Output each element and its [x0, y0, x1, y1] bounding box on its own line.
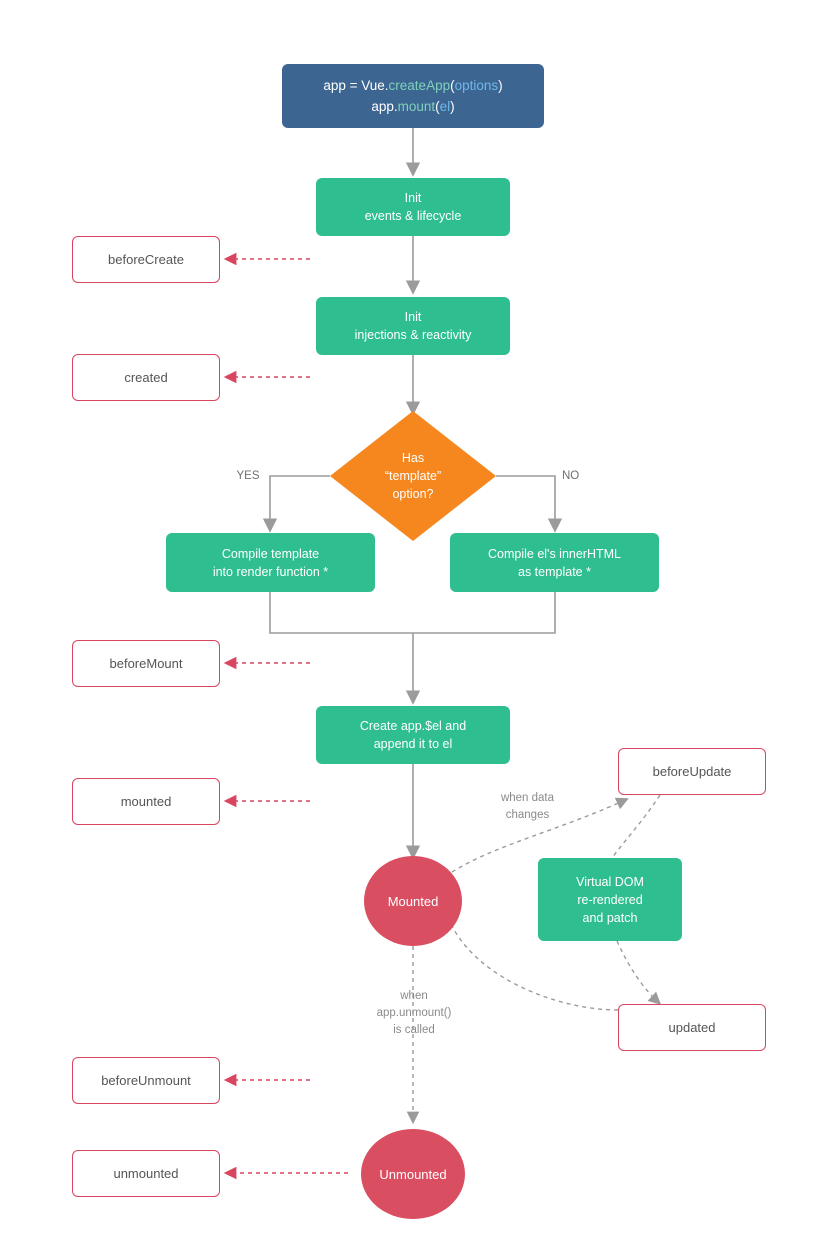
compile-template-line-2: into render function *: [212, 564, 329, 579]
init-injections-line-2: injections & reactivity: [354, 328, 472, 342]
init-events-line-1: Init: [404, 191, 422, 205]
hook-before-unmount-label: beforeUnmount: [101, 1073, 191, 1088]
when-data-changes-line-2: changes: [505, 809, 550, 821]
decision-yes-label: YES: [236, 470, 260, 482]
link-beforeUpdate-to-virtualdom: [612, 795, 660, 858]
hook-mounted-label: mounted: [120, 794, 172, 809]
arrow-virtualdom-to-updated: [617, 941, 658, 1002]
decision-no-label: NO: [562, 470, 580, 482]
unmount-line-3: is called: [393, 1024, 435, 1036]
unmount-line-2: app.unmount(): [376, 1007, 452, 1019]
state-unmounted: [361, 1129, 465, 1219]
node-init-events-lifecycle: [316, 178, 510, 236]
node-compile-innerhtml: [450, 533, 659, 592]
label-when-app-unmount-called: [338, 988, 490, 1039]
node-compile-template: [166, 533, 375, 592]
hook-before-mount: [72, 640, 220, 687]
state-unmounted-label: Unmounted: [379, 1166, 447, 1182]
hook-created: [72, 354, 220, 401]
hook-updated-label: updated: [668, 1020, 716, 1035]
state-mounted-label: Mounted: [387, 893, 439, 909]
decision-has-template-option: [330, 411, 496, 541]
hook-mounted: [72, 778, 220, 825]
init-injections-line-1: Init: [404, 310, 422, 324]
hook-before-unmount: [72, 1057, 220, 1104]
hook-created-label: created: [124, 370, 168, 385]
compile-template-line-1: Compile template: [221, 546, 320, 561]
compile-innerhtml-line-2: as template *: [518, 564, 591, 579]
when-data-changes-line-1: when data: [500, 792, 555, 804]
state-mounted: [364, 856, 462, 946]
arrow-decision-yes: [270, 476, 330, 528]
entry-node-create-app: [282, 64, 544, 128]
hook-before-create-label: beforeCreate: [108, 252, 184, 267]
hook-before-update: [618, 748, 766, 795]
decision-label: [330, 411, 496, 541]
hook-unmounted: [72, 1150, 220, 1197]
arrow-decision-no: [496, 476, 555, 528]
unmount-line-1: when: [400, 990, 428, 1002]
decision-line-2: “template”: [384, 469, 442, 483]
hook-updated: [618, 1004, 766, 1051]
create-el-line-1: Create app.$el and: [359, 719, 467, 733]
entry-line-2: app.mount(el): [371, 99, 455, 114]
entry-line-1: app = Vue.createApp(options): [323, 78, 503, 93]
virtual-dom-line-1: Virtual DOM: [576, 874, 644, 889]
create-el-line-2: append it to el: [373, 737, 453, 751]
decision-line-1: Has: [401, 451, 425, 465]
decision-line-3: option?: [392, 487, 434, 501]
node-create-app-el: [316, 706, 510, 764]
label-when-data-changes: [470, 790, 585, 824]
merge-compile-branches: [270, 592, 555, 633]
hook-before-create: [72, 236, 220, 283]
hook-before-update-label: beforeUpdate: [652, 764, 732, 779]
node-init-injections-reactivity: [316, 297, 510, 355]
compile-innerhtml-line-1: Compile el's innerHTML: [488, 546, 621, 561]
hook-unmounted-label: unmounted: [113, 1166, 179, 1181]
node-virtual-dom-rerender: [538, 858, 682, 941]
virtual-dom-line-2: re-rendered: [577, 892, 643, 907]
init-events-line-2: events & lifecycle: [364, 209, 462, 223]
virtual-dom-line-3: and patch: [582, 910, 638, 925]
hook-before-mount-label: beforeMount: [109, 656, 183, 671]
